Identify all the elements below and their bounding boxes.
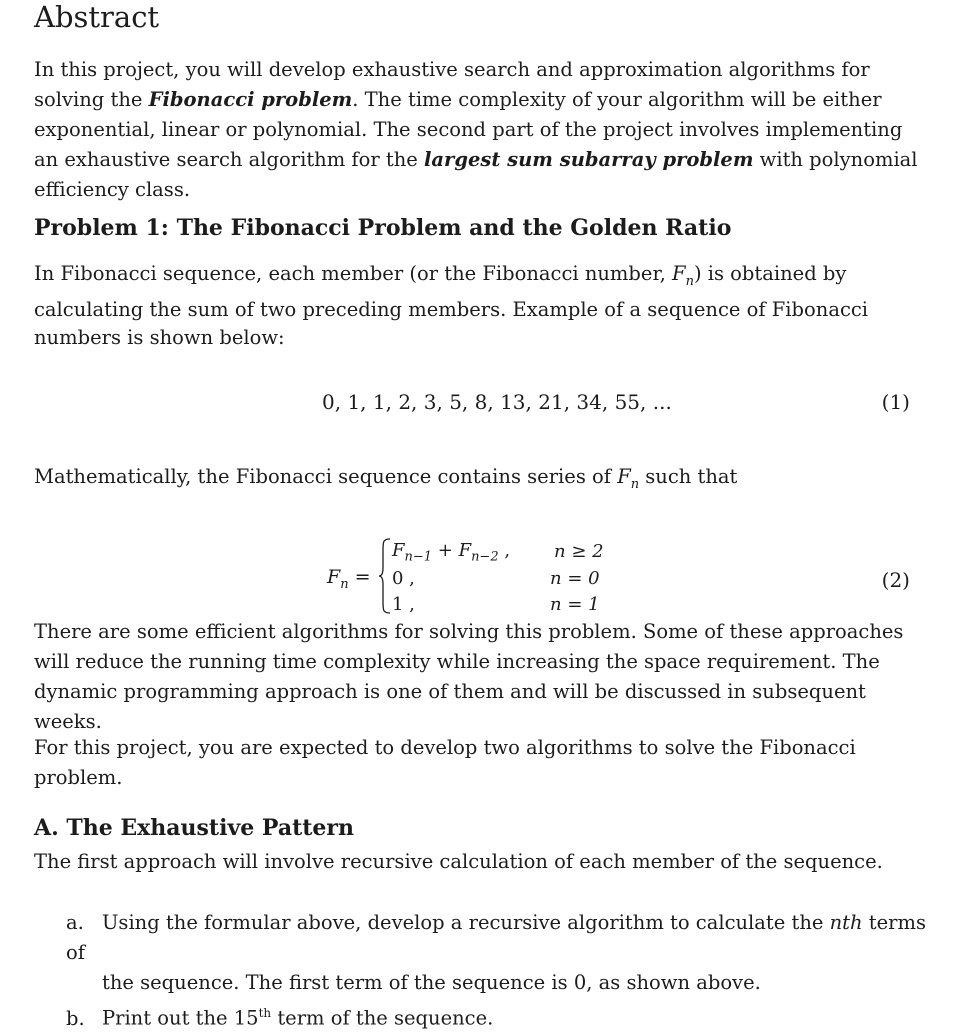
- case-3-expression: 1 ,: [392, 594, 415, 615]
- list-item: a. Using the formular above, develop a recursive algorithm to calculate the nth terms of: [66, 911, 926, 964]
- abstract-heading: Abstract: [34, 0, 160, 34]
- fibonacci-problem-emphasis: Fibonacci problem: [148, 88, 353, 111]
- task-list: [66, 908, 926, 1034]
- project-expectation-paragraph: For this project, you are expected to develop two algorithms to solve the Fibonacci problem.: [34, 736, 856, 789]
- largest-sum-emphasis: largest sum subarray problem: [424, 148, 754, 171]
- list-item-continuation: the sequence. The first term of the sequence is 0, as shown above.: [102, 971, 761, 994]
- abstract-paragraph: In this project, you will develop exhaustive search and approximation algorithms for solving the Fibonacci problem. The time complexity of your algorithm will be either exponential, linear or polynomial. The second part of the project involves implementing an exhaustive search algorithm for the largest sum subarray problem with polynomial efficiency class.: [34, 58, 918, 201]
- fibonacci-intro-paragraph: In Fibonacci sequence, each member (or the Fibonacci number, $F_n$) is obtained by calculating the sum of two preceding members. Example of a sequence of Fibonacci numbers is shown below:: [34, 262, 869, 349]
- equation-1-number: (1): [881, 390, 910, 414]
- equation-2-number: (2): [881, 568, 910, 592]
- fibonacci-sequence-equation: 0, 1, 1, 2, 3, 5, 8, 13, 21, 34, 55, ...: [322, 390, 672, 414]
- left-brace-icon: [378, 538, 392, 614]
- case-2-expression: 0 ,: [392, 568, 415, 589]
- section-a-heading: A. The Exhaustive Pattern: [34, 815, 354, 841]
- list-item: b. Print out the 15th term of the sequence.: [66, 1006, 494, 1030]
- case-1-expression: $F_{n-1} + F_{n-2}$ ,: [392, 540, 511, 565]
- math-intro-paragraph: Mathematically, the Fibonacci sequence contains series of $F_n$ such that: [34, 465, 738, 492]
- equation-2-lhs: $F_n$ =: [327, 566, 371, 592]
- problem1-heading: Problem 1: The Fibonacci Problem and the Golden Ratio: [34, 215, 732, 241]
- case-3-condition: n = 1: [550, 594, 600, 615]
- case-1-condition: n ≥ 2: [554, 541, 604, 562]
- efficient-algorithms-paragraph: There are some efficient algorithms for solving this problem. Some of these approaches will reduce the running time complexity while increasing the space requirement. The dynamic programming approach is one of them and will be discussed in subsequent weeks.: [34, 620, 904, 733]
- section-a-intro: The first approach will involve recursive calculation of each member of the sequence.: [34, 850, 883, 873]
- case-2-condition: n = 0: [550, 568, 600, 589]
